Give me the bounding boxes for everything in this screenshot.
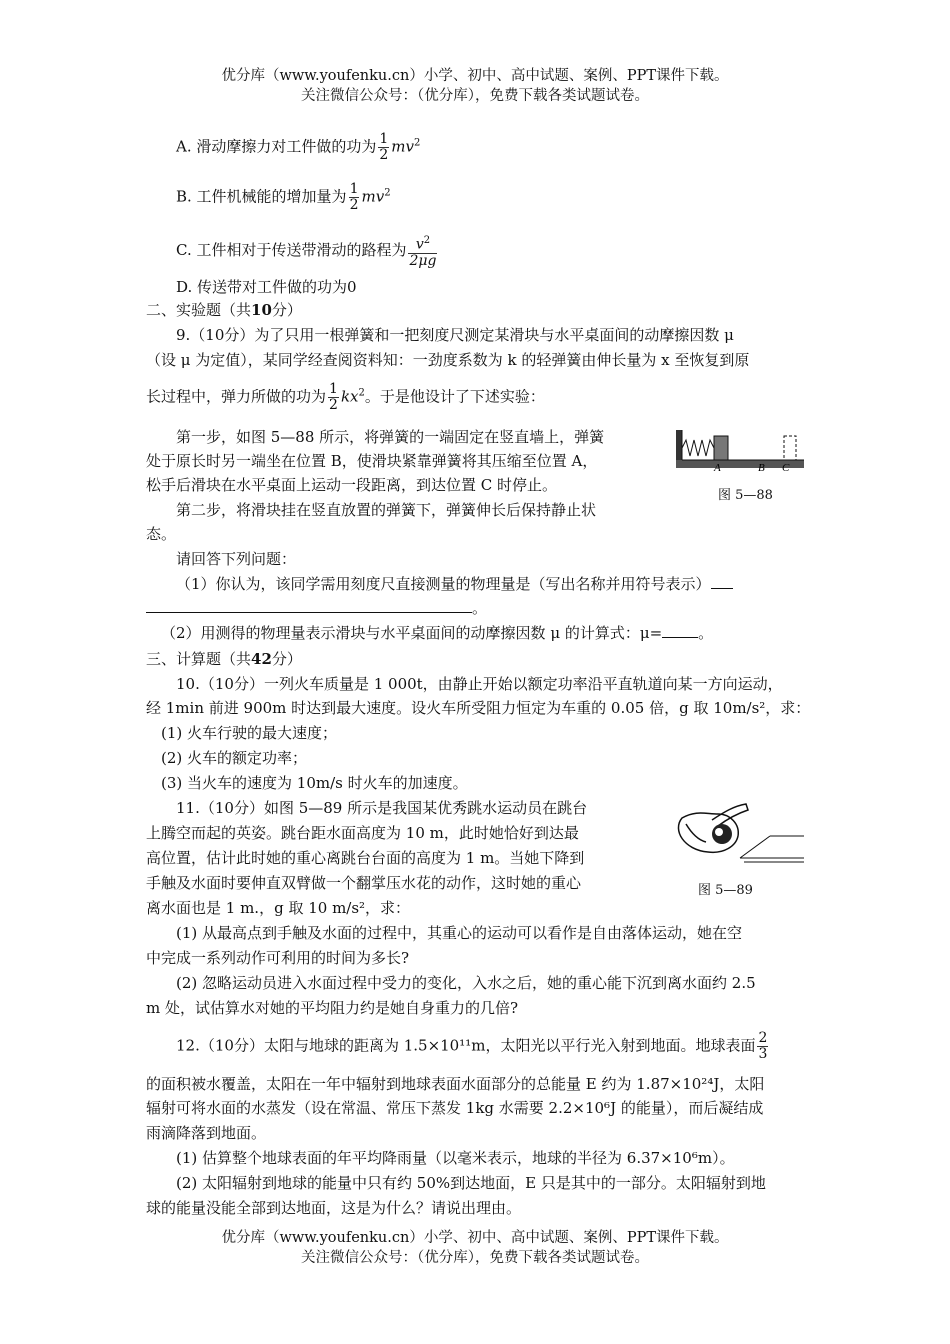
q11-item2-line1: (2) 忽略运动员进入水面过程中受力的变化，入水之后，她的重心能下沉到离水面约 2.5 [176, 974, 756, 992]
q11-line1: 11.（10分）如图 5—89 所示是我国某优秀跳水运动员在跳台 [176, 799, 588, 817]
platform-step [740, 836, 770, 858]
fraction-v2-over-2mug: $\frac{v^2}{2\mu g}$ [409, 235, 437, 269]
position-c-block [784, 436, 796, 460]
q10-item3: (3) 当火车的速度为 10m/s 时火车的加速度。 [161, 774, 468, 792]
mv-term: mv [361, 187, 385, 206]
q11-line2: 上腾空而起的英姿。跳台距水面高度为 10 m，此时她恰好到达最 [146, 824, 579, 842]
q9-line3: 长过程中，弹力所做的功为 $\frac{1}{2}$ $kx^2$。于是他设计了下述实验： [146, 381, 545, 413]
label-c: C [782, 462, 790, 472]
page-header-line2: 关注微信公众号：（优分库），免费下载各类试题试卷。 [301, 88, 649, 104]
q12-line1: 12.（10分）太阳与地球的距离为 1.5×10¹¹m，太阳光以平行光入射到地面。地球表面 $\frac{2}{3}$ [176, 1030, 768, 1062]
q10-item1: (1) 火车行驶的最大速度； [161, 724, 338, 742]
fraction-half: $\frac{1}{2}$ [349, 181, 359, 213]
option-c-text: C. 工件相对于传送带滑动的路程为 [176, 240, 407, 259]
q10-line1: 10.（10分）一列火车质量是 1 000t，由静止开始以额定功率沿平直轨道向某一方向运动， [176, 675, 783, 693]
section-3-heading: 三、计算题（共42分） [146, 650, 302, 668]
q12-item1: (1) 估算整个地球表面的年平均降雨量（以毫米表示，地球的半径为 6.37×10⁶m）。 [176, 1149, 735, 1167]
label-b: B [758, 462, 765, 472]
q10-item2: (2) 火车的额定功率； [161, 749, 308, 767]
page-header-line1: 优分库（www.youfenku.cn）小学、初中、高中试题、案例、PPT课件下载。 [221, 68, 729, 84]
q9-ask: 请回答下列问题： [176, 550, 297, 568]
q9-line2: （设 μ 为定值），某同学经查阅资料知：一劲度系数为 k 的轻弹簧由伸长量为 x 至恢复到原 [146, 351, 750, 369]
option-c [176, 233, 856, 269]
exponent: 2 [384, 187, 391, 199]
q9-step1-line1: 第一步，如图 5—88 所示，将弹簧的一端固定在竖直墙上，弹簧 [176, 428, 605, 446]
page-footer-line2: 关注微信公众号：（优分库），免费下载各类试题试卷。 [301, 1250, 649, 1266]
q10-line2: 经 1min 前进 900m 时达到最大速度。设火车所受阻力恒定为车重的 0.05 倍，g 取 10m/s²，求： [146, 699, 811, 717]
q12-line4: 雨滴降落到地面。 [146, 1124, 267, 1142]
q11-line5: 离水面也是 1 m.，g 取 10 m/s²，求： [146, 899, 411, 917]
option-a [176, 132, 856, 163]
label-a: A [714, 462, 721, 472]
figure-5-88-caption: 图 5—88 [718, 488, 773, 503]
spring [682, 440, 714, 456]
mv-term: mv [391, 137, 414, 156]
section-2-heading: 二、实验题（共10分） [146, 301, 302, 319]
q9-step2-line1: 第二步，将滑块挂在竖直放置的弹簧下，弹簧伸长后保持静止状 [176, 501, 597, 519]
q12-item2-line1: (2) 太阳辐射到地球的能量中只有约 50%到达地面，E 只是其中的一部分。太阳辐射到地 [176, 1174, 766, 1192]
diver-legs [686, 824, 706, 842]
figure-5-89-diver-illustration [662, 800, 810, 874]
q11-line3: 高位置，估计此时她的重心离跳台台面的高度为 1 m。当她下降到 [146, 849, 585, 867]
q9-part1: （1）你认为，该同学需用刻度尺直接测量的物理量是（写出名称并用符号表示） [176, 573, 856, 595]
q12-item2-line2: 球的能量没能全部到达地面，这是为什么？请说出理由。 [146, 1199, 522, 1217]
q9-part1-answer-line: 。 [146, 597, 826, 619]
fraction-half: $\frac{1}{2}$ [379, 131, 389, 163]
option-b-text: B. 工件机械能的增加量为 [176, 187, 347, 206]
q11-item1-line2: 中完成一系列动作可利用的时间为多长? [146, 949, 410, 967]
q11-item1-line1: (1) 从最高点到手触及水面的过程中，其重心的运动可以看作是自由落体运动，她在空 [176, 924, 743, 942]
q12-line2: 的面积被水覆盖，太阳在一年中辐射到地球表面水面部分的总能量 E 约为 1.87×10²⁴J，太阳 [146, 1075, 765, 1093]
q12-line3: 辐射可将水面的水蒸发（设在常温、常压下蒸发 1kg 水需要 2.2×10⁶J 的能量），而后凝结成 [146, 1099, 764, 1117]
q11-line4: 手触及水面时要伸直双臂做一个翻掌压水花的动作，这时她的重心 [146, 874, 582, 892]
diver-arm [712, 804, 748, 826]
figure-5-89-caption: 图 5—89 [698, 883, 753, 898]
q9-step2-line2: 态。 [146, 525, 177, 543]
q9-part2: （2）用测得的物理量表示滑块与水平桌面间的动摩擦因数 μ 的计算式：μ= 。 [161, 624, 714, 642]
option-d: D. 传送带对工件做的功为0 [176, 278, 357, 296]
figure-5-88-diagram [672, 426, 812, 472]
q11-item2-line2: m 处，试估算水对她的平均阻力约是她自身重力的几倍? [146, 999, 519, 1017]
q9-step1-line3: 松手后滑块在水平桌面上运动一段距离，到达位置 C 时停止。 [146, 476, 558, 494]
fraction-half: $\frac{1}{2}$ [329, 381, 338, 413]
q9-line1: 9.（10分）为了只用一根弹簧和一把刻度尺测定某滑块与水平桌面间的动摩擦因数 μ [176, 326, 734, 344]
exponent: 2 [414, 137, 421, 149]
fraction-two-thirds: $\frac{2}{3}$ [758, 1030, 768, 1062]
option-a-text: A. 滑动摩擦力对工件做的功为 [176, 137, 377, 156]
option-b [176, 182, 856, 213]
slider-block [714, 436, 728, 460]
page-footer-line1: 优分库（www.youfenku.cn）小学、初中、高中试题、案例、PPT课件下载。 [221, 1230, 729, 1246]
q9-step1-line2: 处于原长时另一端坐在位置 B，使滑块紧靠弹簧将其压缩至位置 A， [146, 452, 598, 470]
